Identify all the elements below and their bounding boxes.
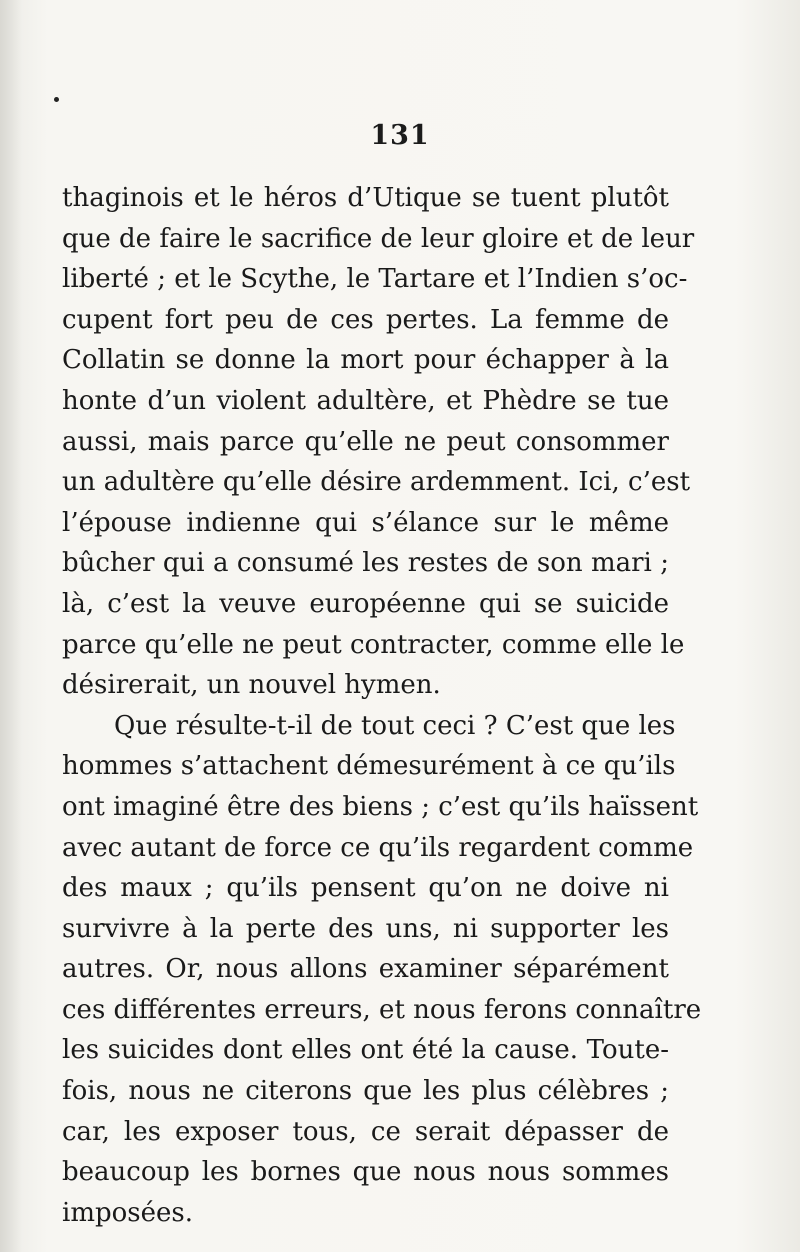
text-line: là, c’est la veuve européenne qui se suicide [62,588,669,619]
text-line: que de faire le sacrifice de leur gloire et de leur [62,223,695,254]
paragraph-start-line: Que résulte-t-il de tout ceci ? C’est que les [114,710,676,741]
text-line: cupent fort peu de ces pertes. La femme de [62,304,669,335]
text-line: thaginois et le héros d’Utique se tuent plutôt [62,183,669,213]
text-line: liberté ; et le Scythe, le Tartare et l’Indien s’oc- [62,264,688,295]
text-line: survivre à la perte des uns, ni supporter les [62,913,669,944]
text-line: hommes s’attachent démesurément à ce qu’ils [62,751,676,782]
text-line: autres. Or, nous allons examiner séparément [62,954,669,985]
body-text [62,178,702,1233]
ink-speck [54,97,59,102]
text-line: beaucoup les bornes que nous nous sommes [62,1157,669,1188]
text-line: bûcher qui a consumé les restes de son mari ; [62,548,669,579]
text-line: aussi, mais parce qu’elle ne peut consommer [62,426,669,457]
text-line: un adultère qu’elle désire ardemment. Ici, c’est [62,467,691,498]
text-line: ces différentes erreurs, et nous ferons connaître [62,994,702,1025]
paragraph-end-line: désirerait, un nouvel hymen. [62,670,441,701]
text-line: avec autant de force ce qu’ils regardent comme [62,832,694,863]
text-line: fois, nous ne citerons que les plus célèbres ; [62,1076,669,1107]
text-line: des maux ; qu’ils pensent qu’on ne doive ni [62,873,669,904]
text-line: les suicides dont elles ont été la cause. Toute- [62,1035,669,1066]
text-line: honte d’un violent adultère, et Phèdre se tue [62,385,669,416]
paragraph-end-line: imposées. [62,1197,193,1228]
page-number: 131 [370,120,430,151]
text-line: car, les exposer tous, ce serait dépasser de [62,1116,669,1147]
text-line: parce qu’elle ne peut contracter, comme elle le [62,629,685,660]
text-line: Collatin se donne la mort pour échapper à la [62,345,669,376]
text-line: ont imaginé être des biens ; c’est qu’ils haïssent [62,791,699,822]
text-line: l’épouse indienne qui s’élance sur le même [62,507,669,538]
gutter-shadow [0,0,22,1252]
